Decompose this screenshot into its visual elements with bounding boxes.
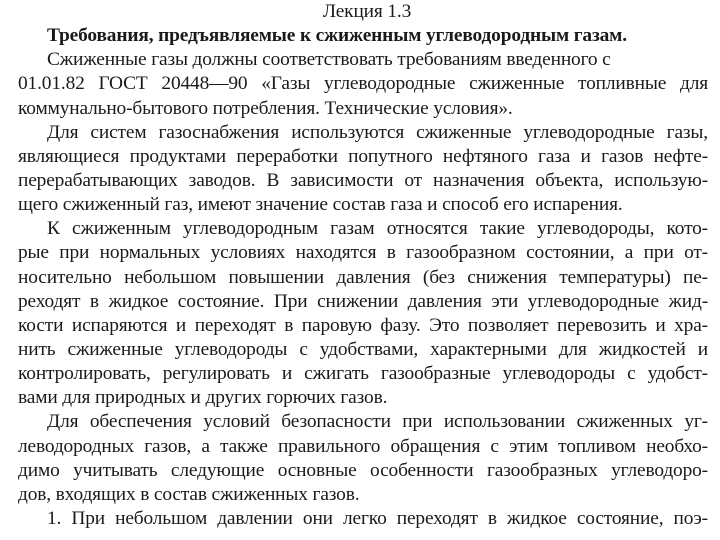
text-line: являющиеся продуктами переработки попутного нефтяного газа и газов нефте- bbox=[18, 145, 708, 167]
text-line: контролировать, регулировать и сжигать газообразные углеводороды с удобст- bbox=[18, 363, 708, 385]
text-line: перерабатывающих заводов. В зависимости от назначения объекта, использую- bbox=[18, 169, 708, 191]
text-line: К сжиженным углеводородным газам относятся такие углеводороды, кото- bbox=[47, 218, 708, 240]
text-line: кости испаряются и переходят в паровую фазу. Это позволяет перевозить и хра- bbox=[18, 314, 708, 336]
text-line: щего сжиженный газ, имеют значение состав газа и способ его испарения. bbox=[18, 194, 623, 216]
text-line: Сжиженные газы должны соответствовать требованиям введенного с bbox=[47, 49, 611, 71]
text-line: дов, входящих в состав сжиженных газов. bbox=[18, 483, 360, 505]
text-line: леводородных газов, а также правильного обращения с этим топливом необхо- bbox=[18, 435, 708, 457]
text-line: коммунально-бытового потребления. Технические условия». bbox=[18, 97, 513, 119]
text-line: реходят в жидкое состояние. При снижении давления эти углеводородные жид- bbox=[18, 290, 708, 312]
text-line: димо учитывать следующие основные особенности газообразных углеводоро- bbox=[18, 459, 708, 481]
text-line: Для систем газоснабжения используются сжиженные углеводородные газы, bbox=[47, 121, 708, 143]
document-body bbox=[18, 48, 708, 531]
text-line: рые при нормальных условиях находятся в газообразном состоянии, а при от- bbox=[18, 242, 708, 264]
text-line: нить сжиженные углеводороды с удобствами, характерными для жидкостей и bbox=[18, 338, 708, 360]
section-heading: Требования, предъявляемые к сжиженным углеводородным газам. bbox=[47, 25, 627, 47]
text-line: 01.01.82 ГОСТ 20448—90 «Газы углеводородные сжиженные топливные для bbox=[18, 73, 708, 95]
text-line: Для обеспечения условий безопасности при использовании сжиженных уг- bbox=[47, 411, 708, 433]
text-line: вами для природных и других горючих газов. bbox=[18, 387, 388, 409]
text-line: носительно небольшом повышении давления (без снижения температуры) пе- bbox=[18, 266, 708, 288]
document-page bbox=[18, 0, 708, 531]
lecture-title: Лекция 1.3 bbox=[322, 1, 412, 22]
text-line: 1. При небольшом давлении они легко переходят в жидкое состояние, поэ- bbox=[47, 507, 708, 529]
